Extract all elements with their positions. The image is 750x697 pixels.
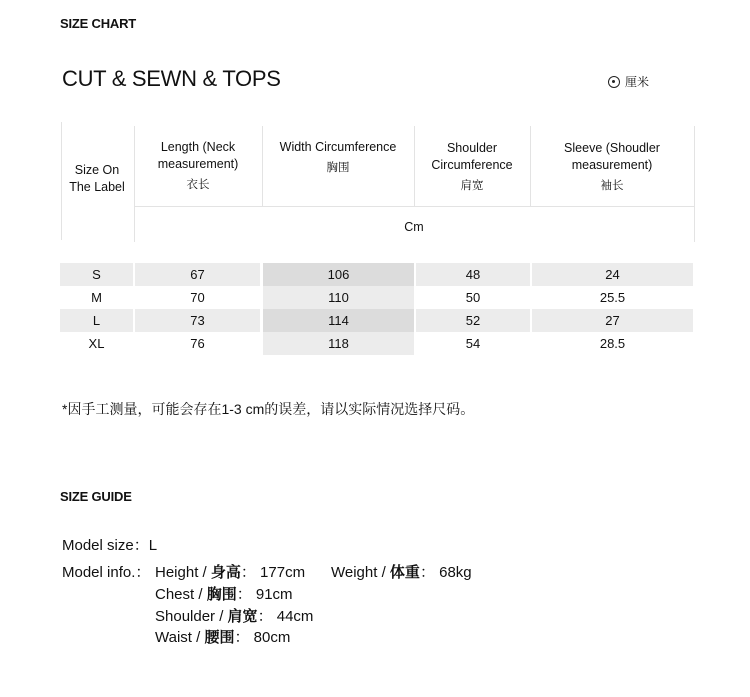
model-size-line [62,534,157,555]
header-divider [694,126,695,242]
header-width [268,139,408,177]
header-divider [530,126,531,206]
header-length [138,139,258,194]
header-shoulder-cn: 肩宽 [460,180,484,192]
model-size-label: Model size： [62,537,149,554]
unit-label: 厘米 [625,75,650,89]
chest-value: ： 91cm [236,586,293,603]
weight-label-cn: 体重 [389,564,420,581]
model-chest [155,583,293,604]
header-width-cn: 胸围 [326,162,350,174]
header-divider [134,206,694,207]
cell-width: 110 [263,286,414,309]
header-shoulder-en: Shoulder Circumference [431,141,513,172]
shoulder-label-cn: 肩宽 [227,608,258,625]
header-width-en: Width Circumference [279,140,397,154]
header-divider [262,126,263,206]
model-size-value: L [148,537,158,554]
waist-label: Waist / [155,629,205,646]
cell-length: 70 [190,290,205,305]
cell-sleeve: 27 [532,309,693,332]
shoulder-value: ： 44cm [257,608,314,625]
cell-shoulder: 54 [465,336,481,351]
weight-label: Weight / [331,564,390,581]
height-label-cn: 身高 [210,564,241,581]
header-unit: Cm [404,220,424,234]
page-title: CUT & SEWN & TOPS [62,66,281,91]
cell-shoulder: 50 [465,290,481,305]
size-chart-label: SIZE CHART [60,16,137,31]
waist-value: ： 80cm [234,629,291,646]
cell-width: 106 [263,263,414,286]
unit-indicator [608,73,649,90]
cell-size: S [60,263,133,286]
header-shoulder [420,140,524,195]
header-sleeve-en: Sleeve (Shoudler measurement) [564,141,660,172]
model-shoulder [155,605,313,626]
cell-shoulder: 52 [416,309,530,332]
chest-label: Chest / [155,586,207,603]
model-info-label: Model info.： [62,564,151,581]
cell-size: XL [88,336,105,351]
height-value: ： 177cm [240,564,306,581]
header-divider [61,122,62,240]
header-length-en: Length (Neck measurement) [157,140,239,171]
shoulder-label: Shoulder / [155,608,228,625]
cell-sleeve: 28.5 [599,336,626,351]
radio-circle-icon [608,76,620,88]
header-size: Size On The Label [69,163,125,194]
cell-shoulder: 48 [416,263,530,286]
height-label: Height / [155,564,211,581]
cell-width: 118 [263,332,414,355]
cell-sleeve: 24 [532,263,693,286]
header-sleeve [535,140,689,195]
cell-size: L [60,309,133,332]
size-guide-label: SIZE GUIDE [60,489,132,504]
cell-length: 67 [135,263,260,286]
cell-width: 114 [263,309,414,332]
cell-size: M [91,290,102,305]
chest-label-cn: 胸围 [206,586,237,603]
waist-label-cn: 腰围 [204,629,235,646]
model-waist [155,626,290,647]
model-weight [331,561,472,582]
cell-length: 76 [190,336,205,351]
cell-sleeve: 25.5 [599,290,626,305]
header-length-cn: 衣长 [186,179,210,191]
header-sleeve-cn: 袖长 [600,180,624,192]
weight-value: ： 68kg [419,564,472,581]
cell-length: 73 [135,309,260,332]
measurement-note: *因手工测量，可能会存在1-3 cm的误差，请以实际情况选择尺码。 [62,401,475,417]
header-divider [414,126,415,206]
model-height [155,561,305,582]
